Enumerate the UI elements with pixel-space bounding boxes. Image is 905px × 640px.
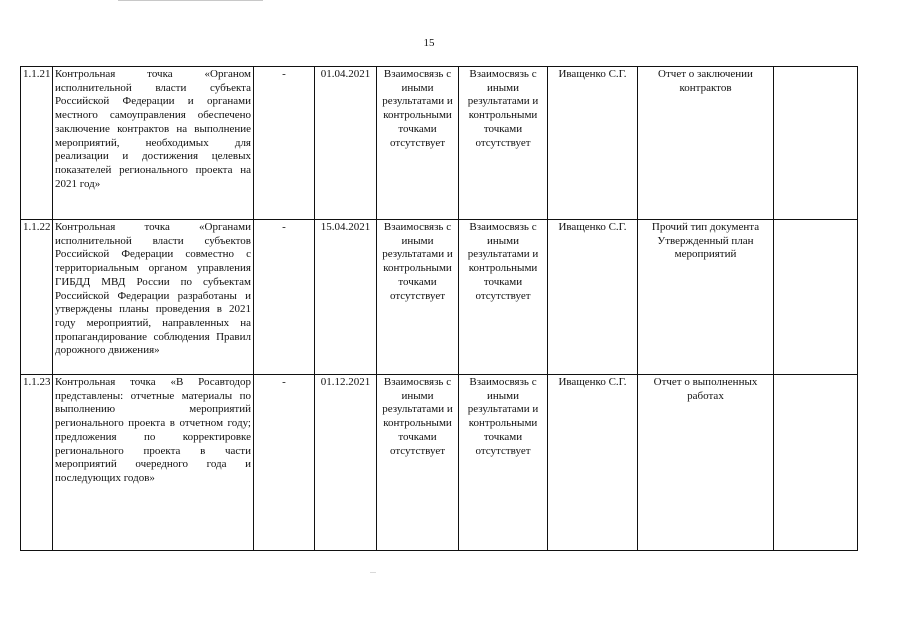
row-relation-1: Взаимосвязь с иными результатами и контрольными точками отсутствует [377, 220, 459, 375]
row-dash: - [254, 67, 315, 220]
table-row [21, 67, 858, 220]
row-responsible: Иващенко С.Г. [548, 220, 638, 375]
row-number: 1.1.23 [21, 375, 53, 551]
row-dash: - [254, 375, 315, 551]
table-row [21, 220, 858, 375]
row-relation-2: Взаимосвязь с иными результатами и контрольными точками отсутствует [459, 67, 548, 220]
row-relation-2: Взаимосвязь с иными результатами и контрольными точками отсутствует [459, 220, 548, 375]
row-relation-2: Взаимосвязь с иными результатами и контрольными точками отсутствует [459, 375, 548, 551]
row-document: Прочий тип документа Утвержденный план мероприятий [638, 220, 774, 375]
row-number: 1.1.21 [21, 67, 53, 220]
row-description: Контрольная точка «Органами исполнительной власти субъектов Российской Федерации совместно с территориальным органом управления ГИБДД МВД России по субъектам Российской Федерации разработаны и утверждены планы проведения в 2021 году мероприятий, направленных на пропагандирование соблюдения Правил дорожного движения» [53, 220, 254, 375]
row-relation-1: Взаимосвязь с иными результатами и контрольными точками отсутствует [377, 67, 459, 220]
row-dash: - [254, 220, 315, 375]
row-document: Отчет о выполненных работах [638, 375, 774, 551]
page-number: 15 [423, 37, 435, 49]
row-document: Отчет о заключении контрактов [638, 67, 774, 220]
scan-artifact-speck [370, 572, 376, 573]
table-row [21, 375, 858, 551]
control-points-table [20, 66, 858, 551]
row-description: Контрольная точка «В Росавтодор представлены: отчетные материалы по выполнению мероприятий регионального проекта в отчетном году; предложения по корректировке регионального проекта в части мероприятий очередного года и последующих годов» [53, 375, 254, 551]
row-date: 15.04.2021 [315, 220, 377, 375]
row-date: 01.04.2021 [315, 67, 377, 220]
row-relation-1: Взаимосвязь с иными результатами и контрольными точками отсутствует [377, 375, 459, 551]
row-number: 1.1.22 [21, 220, 53, 375]
row-description: Контрольная точка «Органом исполнительной власти субъекта Российской Федерации и органами местного самоуправления обеспечено заключение контрактов на выполнение мероприятий, необходимых для реализации и достижения целевых показателей регионального проекта на 2021 год» [53, 67, 254, 220]
row-responsible: Иващенко С.Г. [548, 67, 638, 220]
row-extra [774, 67, 858, 220]
row-responsible: Иващенко С.Г. [548, 375, 638, 551]
scan-artifact-line [118, 0, 263, 1]
row-extra [774, 220, 858, 375]
row-date: 01.12.2021 [315, 375, 377, 551]
row-extra [774, 375, 858, 551]
